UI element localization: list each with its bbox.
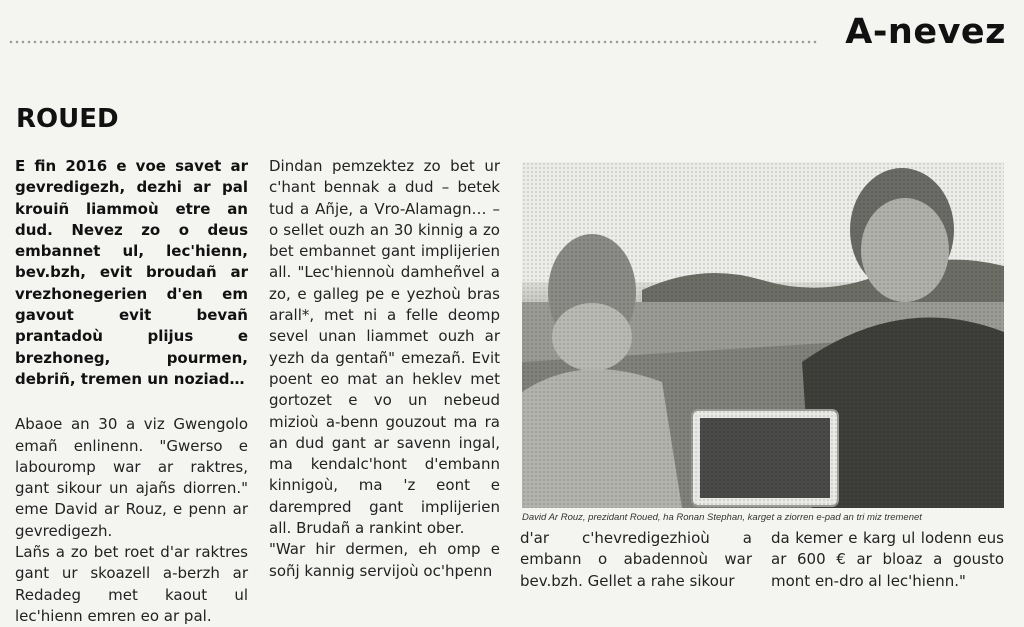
paragraph: d'ar c'hevredigezhioù a embann o abadennoù war bev.bzh. Gellet a rahe sikour [520, 529, 752, 590]
article-lead: E fin 2016 e voe savet ar gevredigezh, dezhi ar pal krouiñ liammoù etre an dud. Nevez zo o deus embannet ul, lec'hienn, bev.bzh, evit broudañ ar vrezhonegerien d'en em gavout evit bevañ prantadoù plijus e brezhoneg, pourmen, debriñ, tremen un noziad… [15, 157, 248, 388]
column-1 [15, 156, 248, 627]
paragraph: "War hir dermen, eh omp e soñj kannig servijoù oc'hpenn [269, 540, 500, 580]
photo-caption: David Ar Rouz, prezidant Roued, ha Ronan Stephan, karget a ziorren e-pad an tri miz tremenet [522, 512, 922, 523]
paragraph: Abaoe an 30 a viz Gwengolo emañ enlinenn. "Gwerso e labouromp war ar raktres, gant sikour un ajañs diorren." eme David ar Rouz, e penn ar gevredigezh. [15, 415, 248, 540]
photo-illustration [522, 162, 1004, 508]
column-2 [269, 156, 500, 582]
paragraph: Dindan pemzektez zo bet ur c'hant bennak a dud – betek tud a Añje, a Vro-Alamagn… – o sellet ouzh an 30 kinnig a zo bet embannet gant implijerien all. "Lec'hiennoù damheñvel a zo, e galleg pe e yezhoù bras arall*, met ni a felle deomp sevel unan liammet ouzh ar yezh da gentañ" emezañ. Evit poent eo mat an heklev met gortozet e vo un nebeud mizioù a-benn gouzout ma ra an dud gant ar savenn ingal, ma kendalc'hont d'embann kinnigoù, ma 'z eont e darempred gant implijerien all. Brudañ a rankint ober. [269, 157, 500, 538]
header-dotted-rule [8, 40, 818, 44]
paragraph: da kemer e karg ul lodenn eus ar 600 € ar bloaz a gousto mont en-dro al lec'hienn." [771, 529, 1004, 590]
section-title: A-nevez [845, 12, 1006, 52]
article-photo [522, 162, 1004, 508]
column-3 [520, 528, 752, 592]
column-4 [771, 528, 1004, 592]
article-headline: ROUED [16, 104, 119, 134]
paragraph: Lañs a zo bet roet d'ar raktres gant ur skoazell a-berzh ar Redadeg met kaout ul lec'hienn emren eo ar pal. [15, 543, 248, 625]
